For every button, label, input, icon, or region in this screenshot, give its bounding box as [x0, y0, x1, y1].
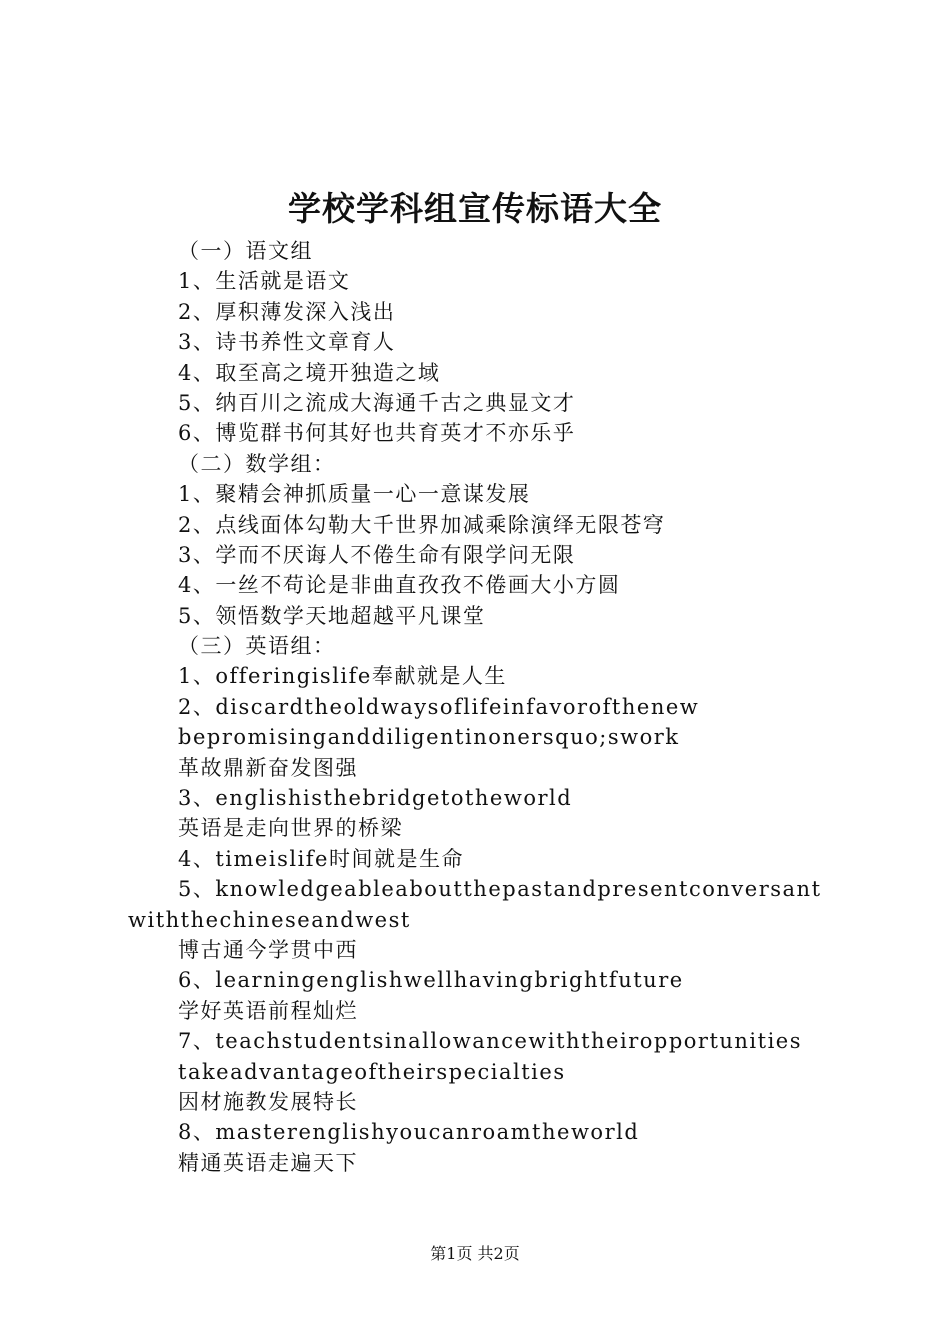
list-item: 5、纳百川之流成大海通千古之典显文才	[178, 390, 576, 415]
list-item: 博古通今学贯中西	[178, 938, 358, 963]
list-item: 2、厚积薄发深入浅出	[178, 299, 396, 324]
list-item: 4、一丝不苟论是非曲直孜孜不倦画大小方圆	[178, 573, 621, 598]
list-item: 2、discardtheoldwaysoflifeinfavorofthenew	[178, 694, 700, 719]
list-item: 学好英语前程灿烂	[178, 998, 358, 1023]
list-item-wrapped: 5、knowledgeableaboutthepastandpresentconversantwiththechineseandwest	[128, 877, 822, 932]
page-footer: 第1页 共2页	[430, 1244, 520, 1263]
list-item: 4、取至高之境开独造之域	[178, 360, 441, 385]
list-item: 3、englishisthebridgetotheworld	[178, 786, 573, 811]
list-item: 1、offeringislife奉献就是人生	[178, 664, 507, 689]
list-item: 6、博览群书何其好也共育英才不亦乐乎	[178, 421, 576, 446]
list-item: takeadvantageoftheirspecialties	[178, 1059, 566, 1084]
list-item: 7、teachstudentsinallowancewiththeiropportunities	[178, 1029, 803, 1054]
list-item: 2、点线面体勾勒大千世界加减乘除演绎无限苍穹	[178, 512, 666, 537]
list-item: 5、领悟数学天地超越平凡课堂	[178, 603, 486, 628]
document-body	[128, 236, 838, 1178]
list-item: 4、timeislife时间就是生命	[178, 846, 464, 871]
list-item: 英语是走向世界的桥梁	[178, 816, 403, 841]
list-item: 3、诗书养性文章育人	[178, 330, 396, 355]
list-item: bepromisinganddiligentinonersquo;swork	[178, 725, 680, 750]
document-title: 学校学科组宣传标语大全	[288, 189, 662, 228]
section-heading-english: （三）英语组：	[178, 634, 336, 659]
list-item: 精通英语走遍天下	[178, 1150, 358, 1175]
list-item: 革故鼎新奋发图强	[178, 755, 358, 780]
section-heading-math: （二）数学组：	[178, 451, 336, 476]
list-item: 1、生活就是语文	[178, 269, 351, 294]
list-item: 1、聚精会神抓质量一心一意谋发展	[178, 482, 531, 507]
list-item: 3、学而不厌诲人不倦生命有限学问无限	[178, 542, 576, 567]
section-heading-chinese: （一）语文组	[178, 239, 313, 263]
list-item: 6、learningenglishwellhavingbrightfuture	[178, 968, 684, 993]
list-item: 因材施教发展特长	[178, 1089, 358, 1114]
list-item: 8、masterenglishyoucanroamtheworld	[178, 1120, 640, 1145]
